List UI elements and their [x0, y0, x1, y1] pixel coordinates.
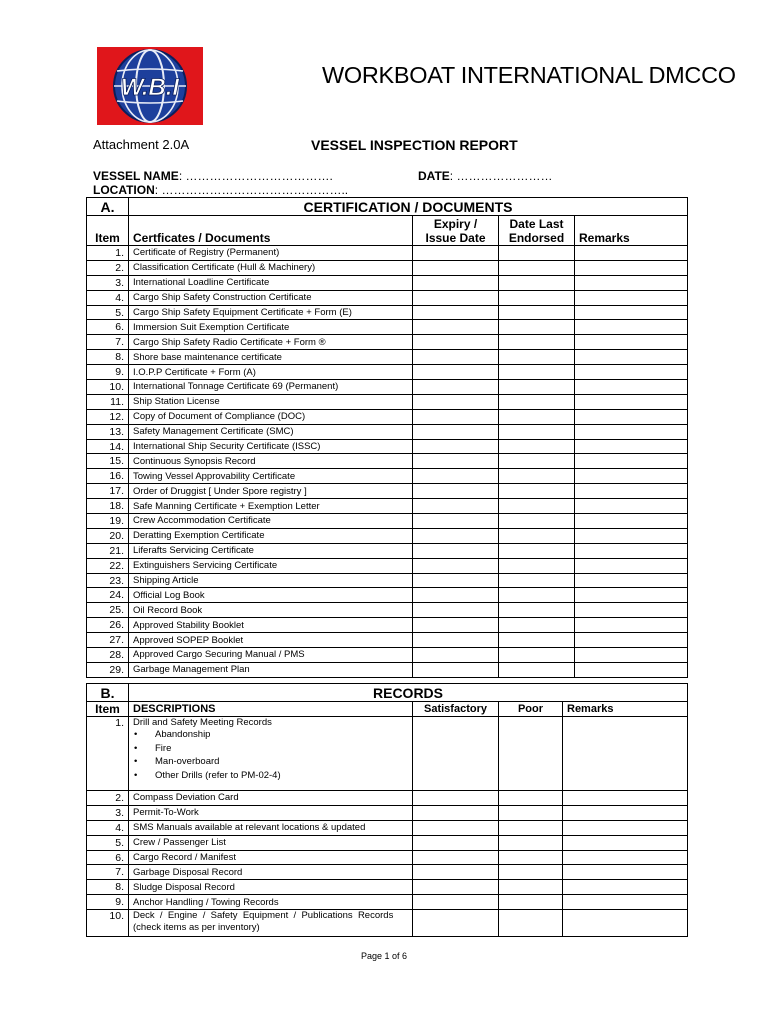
expiry-date-cell[interactable] — [413, 603, 499, 618]
document-name: International Tonnage Certificate 69 (Permanent) — [129, 380, 413, 395]
expiry-date-cell[interactable] — [413, 528, 499, 543]
list-item: • Abandonship — [155, 728, 408, 742]
date-endorsed-cell[interactable] — [499, 484, 575, 499]
remarks-cell[interactable] — [575, 439, 688, 454]
poor-cell[interactable] — [499, 717, 563, 791]
col-remarks-header-b: Remarks — [563, 702, 688, 717]
document-name: Shipping Article — [129, 573, 413, 588]
remarks-cell[interactable] — [575, 469, 688, 484]
item-number: 28. — [87, 648, 129, 663]
poor-cell[interactable] — [499, 850, 563, 865]
item-number: 24. — [87, 588, 129, 603]
expiry-date-cell[interactable] — [413, 543, 499, 558]
table-row — [87, 528, 688, 543]
date-endorsed-cell[interactable] — [499, 380, 575, 395]
item-number: 25. — [87, 603, 129, 618]
remarks-cell[interactable] — [563, 835, 688, 850]
table-row — [87, 350, 688, 365]
section-b-title: RECORDS — [129, 684, 688, 702]
remarks-cell[interactable] — [575, 662, 688, 677]
document-name: Cargo Ship Safety Radio Certificate + Form ® — [129, 335, 413, 350]
item-number: 3. — [87, 275, 129, 290]
item-number: 29. — [87, 662, 129, 677]
date-endorsed-cell[interactable] — [499, 573, 575, 588]
expiry-date-cell[interactable] — [413, 335, 499, 350]
item-description: SMS Manuals available at relevant locations & updated — [129, 820, 413, 835]
list-item: • Fire — [155, 742, 408, 756]
remarks-cell[interactable] — [575, 305, 688, 320]
table-row — [87, 320, 688, 335]
item-number: 1. — [87, 717, 129, 791]
remarks-cell[interactable] — [563, 717, 688, 791]
company-logo — [97, 47, 203, 125]
document-name: Immersion Suit Exemption Certificate — [129, 320, 413, 335]
item-description — [129, 717, 413, 791]
remarks-cell[interactable] — [575, 558, 688, 573]
date-endorsed-cell[interactable] — [499, 365, 575, 380]
date-endorsed-cell[interactable] — [499, 350, 575, 365]
table-row — [87, 805, 688, 820]
page-number: Page 1 of 6 — [360, 951, 408, 961]
list-item: • Man-overboard — [155, 755, 408, 769]
remarks-cell[interactable] — [575, 350, 688, 365]
expiry-date-cell[interactable] — [413, 350, 499, 365]
item-number: 10. — [87, 380, 129, 395]
item-number: 12. — [87, 409, 129, 424]
expiry-date-cell[interactable] — [413, 275, 499, 290]
poor-cell[interactable] — [499, 895, 563, 910]
expiry-date-cell[interactable] — [413, 648, 499, 663]
table-row — [87, 543, 688, 558]
col-satisfactory-header: Satisfactory — [413, 702, 499, 717]
document-name: Safe Manning Certificate + Exemption Letter — [129, 499, 413, 514]
table-row — [87, 910, 688, 937]
date-endorsed-cell[interactable] — [499, 320, 575, 335]
remarks-cell[interactable] — [575, 618, 688, 633]
logo-text: W.B.I — [120, 74, 180, 101]
remarks-cell[interactable] — [575, 543, 688, 558]
table-row — [87, 380, 688, 395]
satisfactory-cell[interactable] — [413, 791, 499, 806]
item-number: 11. — [87, 394, 129, 409]
date-endorsed-cell[interactable] — [499, 469, 575, 484]
table-row — [87, 499, 688, 514]
item-number: 1. — [87, 246, 129, 261]
date-endorsed-cell[interactable] — [499, 499, 575, 514]
certification-table — [86, 197, 688, 678]
col-endorsed-line2: Endorsed — [508, 230, 565, 245]
item-number: 5. — [87, 835, 129, 850]
item-number: 8. — [87, 880, 129, 895]
table-row — [87, 618, 688, 633]
item-number: 7. — [87, 335, 129, 350]
date-endorsed-cell[interactable] — [499, 290, 575, 305]
document-name: Liferafts Servicing Certificate — [129, 543, 413, 558]
item-number: 14. — [87, 439, 129, 454]
table-row — [87, 439, 688, 454]
remarks-cell[interactable] — [575, 424, 688, 439]
document-name: Safety Management Certificate (SMC) — [129, 424, 413, 439]
poor-cell[interactable] — [499, 880, 563, 895]
table-row — [87, 469, 688, 484]
item-number: 26. — [87, 618, 129, 633]
expiry-date-cell[interactable] — [413, 290, 499, 305]
date-endorsed-cell[interactable] — [499, 409, 575, 424]
table-row — [87, 275, 688, 290]
expiry-date-cell[interactable] — [413, 246, 499, 261]
item-description — [129, 910, 413, 937]
document-name: International Ship Security Certificate (ISSC) — [129, 439, 413, 454]
col-documents-header: Certficates / Documents — [129, 216, 413, 246]
item-number: 9. — [87, 365, 129, 380]
expiry-date-cell[interactable] — [413, 320, 499, 335]
table-row — [87, 791, 688, 806]
poor-cell[interactable] — [499, 805, 563, 820]
item-number: 8. — [87, 350, 129, 365]
expiry-date-cell[interactable] — [413, 409, 499, 424]
vessel-name-blank: : ………………………………. — [178, 169, 333, 183]
satisfactory-cell[interactable] — [413, 717, 499, 791]
expiry-date-cell[interactable] — [413, 499, 499, 514]
item-description: Crew / Passenger List — [129, 835, 413, 850]
satisfactory-cell[interactable] — [413, 895, 499, 910]
remarks-cell[interactable] — [575, 528, 688, 543]
table-row — [87, 588, 688, 603]
expiry-date-cell[interactable] — [413, 439, 499, 454]
document-name: Oil Record Book — [129, 603, 413, 618]
location-field — [93, 183, 348, 197]
col-expiry-line2: Issue Date — [425, 230, 486, 245]
item-number: 2. — [87, 791, 129, 806]
item-number: 18. — [87, 499, 129, 514]
col-item-header-b: Item — [87, 702, 129, 717]
item-description-line1: Deck / Engine / Safety Equipment / Publications Records — [133, 910, 394, 922]
poor-cell[interactable] — [499, 791, 563, 806]
table-row — [87, 424, 688, 439]
document-name: I.O.P.P Certificate + Form (A) — [129, 365, 413, 380]
item-title: Drill and Safety Meeting Records — [133, 717, 272, 728]
list-item: • Other Drills (refer to PM-02-4) — [155, 769, 408, 783]
table-row — [87, 335, 688, 350]
date-endorsed-cell[interactable] — [499, 335, 575, 350]
table-row — [87, 717, 688, 791]
remarks-cell[interactable] — [575, 290, 688, 305]
expiry-date-cell[interactable] — [413, 380, 499, 395]
col-item-header: Item — [87, 216, 129, 246]
remarks-cell[interactable] — [575, 588, 688, 603]
expiry-date-cell[interactable] — [413, 260, 499, 275]
document-name: Garbage Management Plan — [129, 662, 413, 677]
item-number: 21. — [87, 543, 129, 558]
document-name: Order of Druggist [ Under Spore registry ] — [129, 484, 413, 499]
date-endorsed-cell[interactable] — [499, 543, 575, 558]
remarks-cell[interactable] — [575, 633, 688, 648]
col-endorsed-header — [499, 216, 575, 246]
remarks-cell[interactable] — [563, 805, 688, 820]
date-endorsed-cell[interactable] — [499, 633, 575, 648]
expiry-date-cell[interactable] — [413, 305, 499, 320]
satisfactory-cell[interactable] — [413, 835, 499, 850]
remarks-cell[interactable] — [575, 514, 688, 529]
document-name: Certificate of Registry (Permanent) — [129, 246, 413, 261]
item-number: 6. — [87, 850, 129, 865]
item-number: 17. — [87, 484, 129, 499]
item-number: 4. — [87, 820, 129, 835]
poor-cell[interactable] — [499, 910, 563, 937]
remarks-cell[interactable] — [563, 791, 688, 806]
item-description: Cargo Record / Manifest — [129, 850, 413, 865]
date-endorsed-cell[interactable] — [499, 454, 575, 469]
satisfactory-cell[interactable] — [413, 850, 499, 865]
records-table — [86, 683, 688, 937]
table-row — [87, 305, 688, 320]
col-remarks-header: Remarks — [575, 216, 688, 246]
drill-list — [133, 728, 408, 782]
expiry-date-cell[interactable] — [413, 558, 499, 573]
item-number: 5. — [87, 305, 129, 320]
col-descriptions-header: DESCRIPTIONS — [129, 702, 413, 717]
item-number: 27. — [87, 633, 129, 648]
col-expiry-line1: Expiry / — [433, 216, 478, 231]
item-number: 3. — [87, 805, 129, 820]
document-name: Ship Station License — [129, 394, 413, 409]
document-name: Continuous Synopsis Record — [129, 454, 413, 469]
item-description: Anchor Handling / Towing Records — [129, 895, 413, 910]
expiry-date-cell[interactable] — [413, 573, 499, 588]
date-field — [418, 169, 552, 183]
expiry-date-cell[interactable] — [413, 662, 499, 677]
vessel-name-field — [93, 169, 333, 183]
remarks-cell[interactable] — [575, 499, 688, 514]
col-expiry-header — [413, 216, 499, 246]
col-endorsed-line1: Date Last — [509, 216, 564, 231]
remarks-cell[interactable] — [563, 910, 688, 937]
expiry-date-cell[interactable] — [413, 424, 499, 439]
item-number: 15. — [87, 454, 129, 469]
satisfactory-cell[interactable] — [413, 805, 499, 820]
document-name: International Loadline Certificate — [129, 275, 413, 290]
remarks-cell[interactable] — [575, 260, 688, 275]
satisfactory-cell[interactable] — [413, 865, 499, 880]
date-endorsed-cell[interactable] — [499, 603, 575, 618]
document-name: Approved SOPEP Booklet — [129, 633, 413, 648]
remarks-cell[interactable] — [563, 850, 688, 865]
remarks-cell[interactable] — [563, 880, 688, 895]
item-description: Sludge Disposal Record — [129, 880, 413, 895]
vessel-name-label: VESSEL NAME — [93, 169, 179, 183]
satisfactory-cell[interactable] — [413, 820, 499, 835]
remarks-cell[interactable] — [575, 484, 688, 499]
document-name: Cargo Ship Safety Equipment Certificate + Form (E) — [129, 305, 413, 320]
table-row — [87, 865, 688, 880]
table-row — [87, 662, 688, 677]
item-description: Permit-To-Work — [129, 805, 413, 820]
table-row — [87, 820, 688, 835]
attachment-label: Attachment 2.0A — [93, 137, 190, 152]
remarks-cell[interactable] — [575, 380, 688, 395]
report-title: VESSEL INSPECTION REPORT — [311, 137, 518, 153]
document-name: Towing Vessel Approvability Certificate — [129, 469, 413, 484]
document-name: Deratting Exemption Certificate — [129, 528, 413, 543]
document-name: Cargo Ship Safety Construction Certificate — [129, 290, 413, 305]
section-b-letter: B. — [87, 684, 129, 702]
table-row — [87, 260, 688, 275]
item-number: 19. — [87, 514, 129, 529]
date-endorsed-cell[interactable] — [499, 424, 575, 439]
table-row — [87, 835, 688, 850]
date-endorsed-cell[interactable] — [499, 246, 575, 261]
date-endorsed-cell[interactable] — [499, 439, 575, 454]
remarks-cell[interactable] — [575, 454, 688, 469]
section-a-title: CERTIFICATION / DOCUMENTS — [129, 198, 688, 216]
table-row — [87, 603, 688, 618]
table-row — [87, 394, 688, 409]
item-number: 23. — [87, 573, 129, 588]
table-row — [87, 365, 688, 380]
poor-cell[interactable] — [499, 820, 563, 835]
remarks-cell[interactable] — [575, 320, 688, 335]
item-number: 22. — [87, 558, 129, 573]
document-name: Shore base maintenance certificate — [129, 350, 413, 365]
table-row — [87, 514, 688, 529]
date-endorsed-cell[interactable] — [499, 260, 575, 275]
expiry-date-cell[interactable] — [413, 394, 499, 409]
date-endorsed-cell[interactable] — [499, 648, 575, 663]
date-endorsed-cell[interactable] — [499, 514, 575, 529]
item-description: Compass Deviation Card — [129, 791, 413, 806]
item-number: 10. — [87, 910, 129, 937]
section-a-letter: A. — [87, 198, 129, 216]
document-name: Copy of Document of Compliance (DOC) — [129, 409, 413, 424]
document-name: Approved Cargo Securing Manual / PMS — [129, 648, 413, 663]
item-number: 2. — [87, 260, 129, 275]
item-description-line2: (check items as per inventory) — [133, 922, 260, 934]
remarks-cell[interactable] — [575, 603, 688, 618]
table-row — [87, 409, 688, 424]
date-endorsed-cell[interactable] — [499, 305, 575, 320]
table-row — [87, 850, 688, 865]
expiry-date-cell[interactable] — [413, 514, 499, 529]
expiry-date-cell[interactable] — [413, 454, 499, 469]
table-row — [87, 454, 688, 469]
document-name: Crew Accommodation Certificate — [129, 514, 413, 529]
table-row — [87, 633, 688, 648]
table-row — [87, 558, 688, 573]
table-row — [87, 573, 688, 588]
col-poor-header: Poor — [499, 702, 563, 717]
remarks-cell[interactable] — [575, 409, 688, 424]
item-number: 4. — [87, 290, 129, 305]
item-number: 6. — [87, 320, 129, 335]
date-endorsed-cell[interactable] — [499, 662, 575, 677]
satisfactory-cell[interactable] — [413, 880, 499, 895]
remarks-cell[interactable] — [575, 335, 688, 350]
document-name: Classification Certificate (Hull & Machinery) — [129, 260, 413, 275]
document-name: Approved Stability Booklet — [129, 618, 413, 633]
table-row — [87, 880, 688, 895]
table-row — [87, 246, 688, 261]
document-name: Official Log Book — [129, 588, 413, 603]
expiry-date-cell[interactable] — [413, 618, 499, 633]
document-name: Extinguishers Servicing Certificate — [129, 558, 413, 573]
table-row — [87, 484, 688, 499]
table-row — [87, 648, 688, 663]
date-endorsed-cell[interactable] — [499, 618, 575, 633]
remarks-cell[interactable] — [575, 275, 688, 290]
table-row — [87, 895, 688, 910]
date-endorsed-cell[interactable] — [499, 558, 575, 573]
poor-cell[interactable] — [499, 835, 563, 850]
item-number: 16. — [87, 469, 129, 484]
remarks-cell[interactable] — [563, 895, 688, 910]
date-label: DATE — [418, 169, 450, 183]
expiry-date-cell[interactable] — [413, 469, 499, 484]
expiry-date-cell[interactable] — [413, 588, 499, 603]
remarks-cell[interactable] — [575, 365, 688, 380]
date-blank: : …………………… — [449, 169, 553, 183]
item-number: 7. — [87, 865, 129, 880]
satisfactory-cell[interactable] — [413, 910, 499, 937]
location-label: LOCATION — [93, 183, 155, 197]
location-blank: : ……………………………………….. — [154, 183, 349, 197]
remarks-cell[interactable] — [575, 246, 688, 261]
expiry-date-cell[interactable] — [413, 365, 499, 380]
date-endorsed-cell[interactable] — [499, 528, 575, 543]
table-row — [87, 290, 688, 305]
company-name: WORKBOAT INTERNATIONAL DMCCO — [322, 62, 736, 88]
date-endorsed-cell[interactable] — [499, 394, 575, 409]
item-number: 20. — [87, 528, 129, 543]
remarks-cell[interactable] — [563, 865, 688, 880]
date-endorsed-cell[interactable] — [499, 588, 575, 603]
date-endorsed-cell[interactable] — [499, 275, 575, 290]
remarks-cell[interactable] — [575, 394, 688, 409]
expiry-date-cell[interactable] — [413, 484, 499, 499]
remarks-cell[interactable] — [575, 648, 688, 663]
remarks-cell[interactable] — [563, 820, 688, 835]
item-description: Garbage Disposal Record — [129, 865, 413, 880]
poor-cell[interactable] — [499, 865, 563, 880]
item-number: 13. — [87, 424, 129, 439]
remarks-cell[interactable] — [575, 573, 688, 588]
expiry-date-cell[interactable] — [413, 633, 499, 648]
item-number: 9. — [87, 895, 129, 910]
